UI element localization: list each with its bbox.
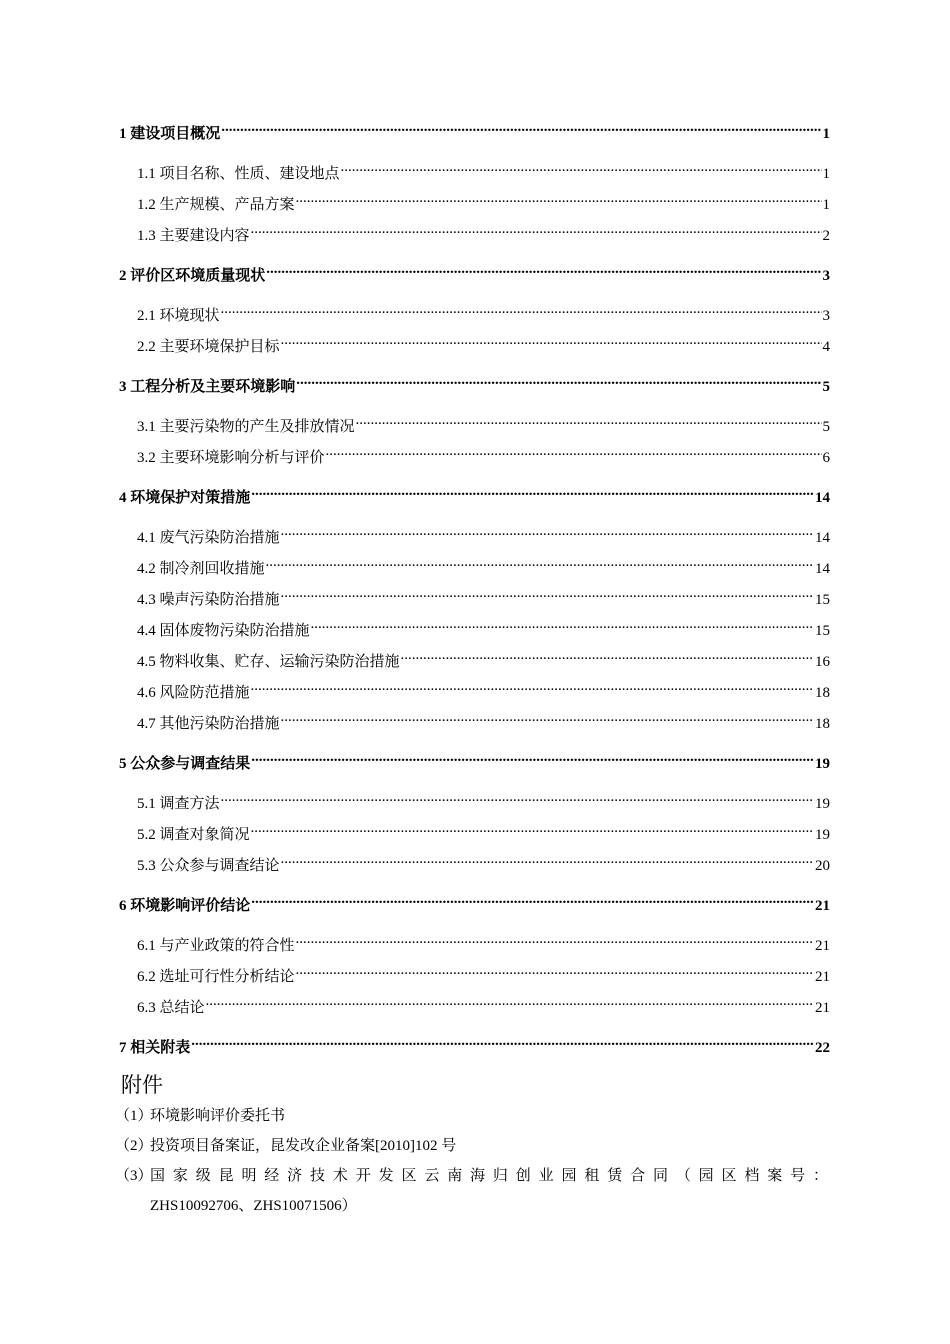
toc-section-entry[interactable] [119,675,830,701]
toc-entry-title: 4.7 其他污染防治措施 [137,716,280,732]
toc-entry-title: 1 建设项目概况 [119,126,221,142]
toc-section-entry[interactable] [119,644,830,670]
table-of-contents [119,116,830,1056]
toc-dot-leader [281,520,814,542]
toc-dot-leader [401,644,814,666]
toc-dot-leader [206,990,814,1012]
toc-section-entry[interactable] [119,613,830,639]
toc-section-entry[interactable] [119,440,830,466]
attachment-number: （2） [115,1138,153,1154]
toc-page-number: 1 [822,126,830,142]
toc-page-number: 3 [822,308,830,324]
toc-entry-title: 4 环境保护对策措施 [119,490,251,506]
toc-dot-leader [221,298,822,320]
toc-chapter-entry[interactable] [119,888,830,914]
toc-chapter-entry[interactable] [119,480,830,506]
toc-section-entry[interactable] [119,187,830,213]
toc-section-entry[interactable] [119,928,830,954]
toc-page-number: 18 [815,716,830,732]
toc-page-number: 21 [815,1000,830,1016]
attachment-number: （1） [115,1108,153,1124]
toc-section-entry[interactable] [119,218,830,244]
toc-dot-leader [251,675,814,697]
toc-section-entry[interactable] [119,582,830,608]
toc-page-number: 14 [815,530,830,546]
toc-dot-leader [221,786,814,808]
toc-dot-leader [266,551,814,573]
toc-page-number: 19 [815,827,830,843]
toc-chapter-entry[interactable] [119,258,830,284]
toc-entry-title: 4.2 制冷剂回收措施 [137,561,265,577]
toc-section-entry[interactable] [119,817,830,843]
toc-entry-title: 5.3 公众参与调查结论 [137,858,280,874]
toc-dot-leader [356,409,822,431]
toc-dot-leader [296,187,822,209]
toc-entry-title: 5.1 调查方法 [137,796,220,812]
toc-page-number: 22 [815,1040,830,1056]
toc-section-entry[interactable] [119,990,830,1016]
toc-dot-leader [311,613,814,635]
toc-dot-leader [251,888,814,910]
toc-dot-leader [281,706,814,728]
toc-page-number: 5 [822,419,830,435]
toc-page-number: 1 [822,197,830,213]
toc-dot-leader [296,928,814,950]
toc-dot-leader [191,1030,814,1052]
toc-page-number: 14 [815,490,830,506]
toc-entry-title: 2 评价区环境质量现状 [119,268,266,284]
toc-dot-leader [326,440,822,462]
toc-entry-title: 6.3 总结论 [137,1000,205,1016]
toc-section-entry[interactable] [119,959,830,985]
attachment-item [115,1131,830,1161]
attachment-text: 环境影响评价委托书 [150,1108,286,1124]
toc-entry-title: 6 环境影响评价结论 [119,898,251,914]
toc-chapter-entry[interactable] [119,746,830,772]
toc-entry-title: 5 公众参与调查结果 [119,756,251,772]
toc-dot-leader [296,369,821,391]
toc-page-number: 21 [815,969,830,985]
attachment-text-continued: ZHS10092706、ZHS10071506） [150,1198,357,1214]
toc-page-number: 3 [822,268,830,284]
toc-dot-leader [251,746,814,768]
toc-dot-leader [266,258,821,280]
attachment-item [115,1161,830,1191]
toc-page-number: 2 [822,228,830,244]
toc-entry-title: 2.2 主要环境保护目标 [137,339,280,355]
toc-entry-title: 4.3 噪声污染防治措施 [137,592,280,608]
toc-entry-title: 1.1 项目名称、性质、建设地点 [137,166,340,182]
attachment-number: （3） [115,1168,153,1184]
toc-section-entry[interactable] [119,520,830,546]
toc-dot-leader [281,582,814,604]
toc-page-number: 19 [815,796,830,812]
toc-entry-title: 4.4 固体废物污染防治措施 [137,623,310,639]
toc-page-number: 21 [815,898,830,914]
toc-page-number: 15 [815,623,830,639]
toc-entry-title: 3 工程分析及主要环境影响 [119,379,296,395]
toc-entry-title: 6.1 与产业政策的符合性 [137,938,295,954]
toc-dot-leader [251,817,814,839]
toc-page-number: 20 [815,858,830,874]
toc-dot-leader [296,959,814,981]
toc-dot-leader [221,116,821,138]
attachment-item [115,1101,830,1131]
toc-page-number: 18 [815,685,830,701]
toc-page-number: 6 [822,450,830,466]
toc-page-number: 1 [822,166,830,182]
toc-chapter-entry[interactable] [119,116,830,142]
toc-page-number: 14 [815,561,830,577]
toc-entry-title: 1.2 生产规模、产品方案 [137,197,295,213]
toc-page-number: 21 [815,938,830,954]
toc-entry-title: 3.1 主要污染物的产生及排放情况 [137,419,355,435]
toc-section-entry[interactable] [119,706,830,732]
toc-section-entry[interactable] [119,156,830,182]
toc-section-entry[interactable] [119,298,830,324]
toc-chapter-entry[interactable] [119,1030,830,1056]
attachment-text: 投资项目备案证，昆发改企业备案[2010]102 号 [150,1138,457,1154]
toc-section-entry[interactable] [119,848,830,874]
toc-section-entry[interactable] [119,409,830,435]
toc-entry-title: 1.3 主要建设内容 [137,228,250,244]
attachments-section [115,1069,830,1221]
toc-section-entry[interactable] [119,551,830,577]
toc-page-number: 5 [822,379,830,395]
toc-dot-leader [251,480,814,502]
toc-entry-title: 4.5 物料收集、贮存、运输污染防治措施 [137,654,400,670]
toc-section-entry[interactable] [119,786,830,812]
toc-dot-leader [341,156,822,178]
toc-section-entry[interactable] [119,329,830,355]
toc-entry-title: 6.2 选址可行性分析结论 [137,969,295,985]
toc-entry-title: 3.2 主要环境影响分析与评价 [137,450,325,466]
toc-entry-title: 7 相关附表 [119,1040,191,1056]
toc-entry-title: 5.2 调查对象简况 [137,827,250,843]
attachments-heading: 附件 [121,1073,163,1097]
toc-dot-leader [281,848,814,870]
toc-page-number: 4 [822,339,830,355]
toc-page-number: 15 [815,592,830,608]
toc-dot-leader [281,329,822,351]
toc-dot-leader [251,218,822,240]
toc-entry-title: 4.6 风险防范措施 [137,685,250,701]
toc-entry-title: 4.1 废气污染防治措施 [137,530,280,546]
toc-entry-title: 2.1 环境现状 [137,308,220,324]
toc-page-number: 16 [815,654,830,670]
toc-chapter-entry[interactable] [119,369,830,395]
attachment-text: 国家级昆明经济技术开发区云南海归创业园租赁合同（园区档案号： [150,1168,830,1184]
toc-page-number: 19 [815,756,830,772]
